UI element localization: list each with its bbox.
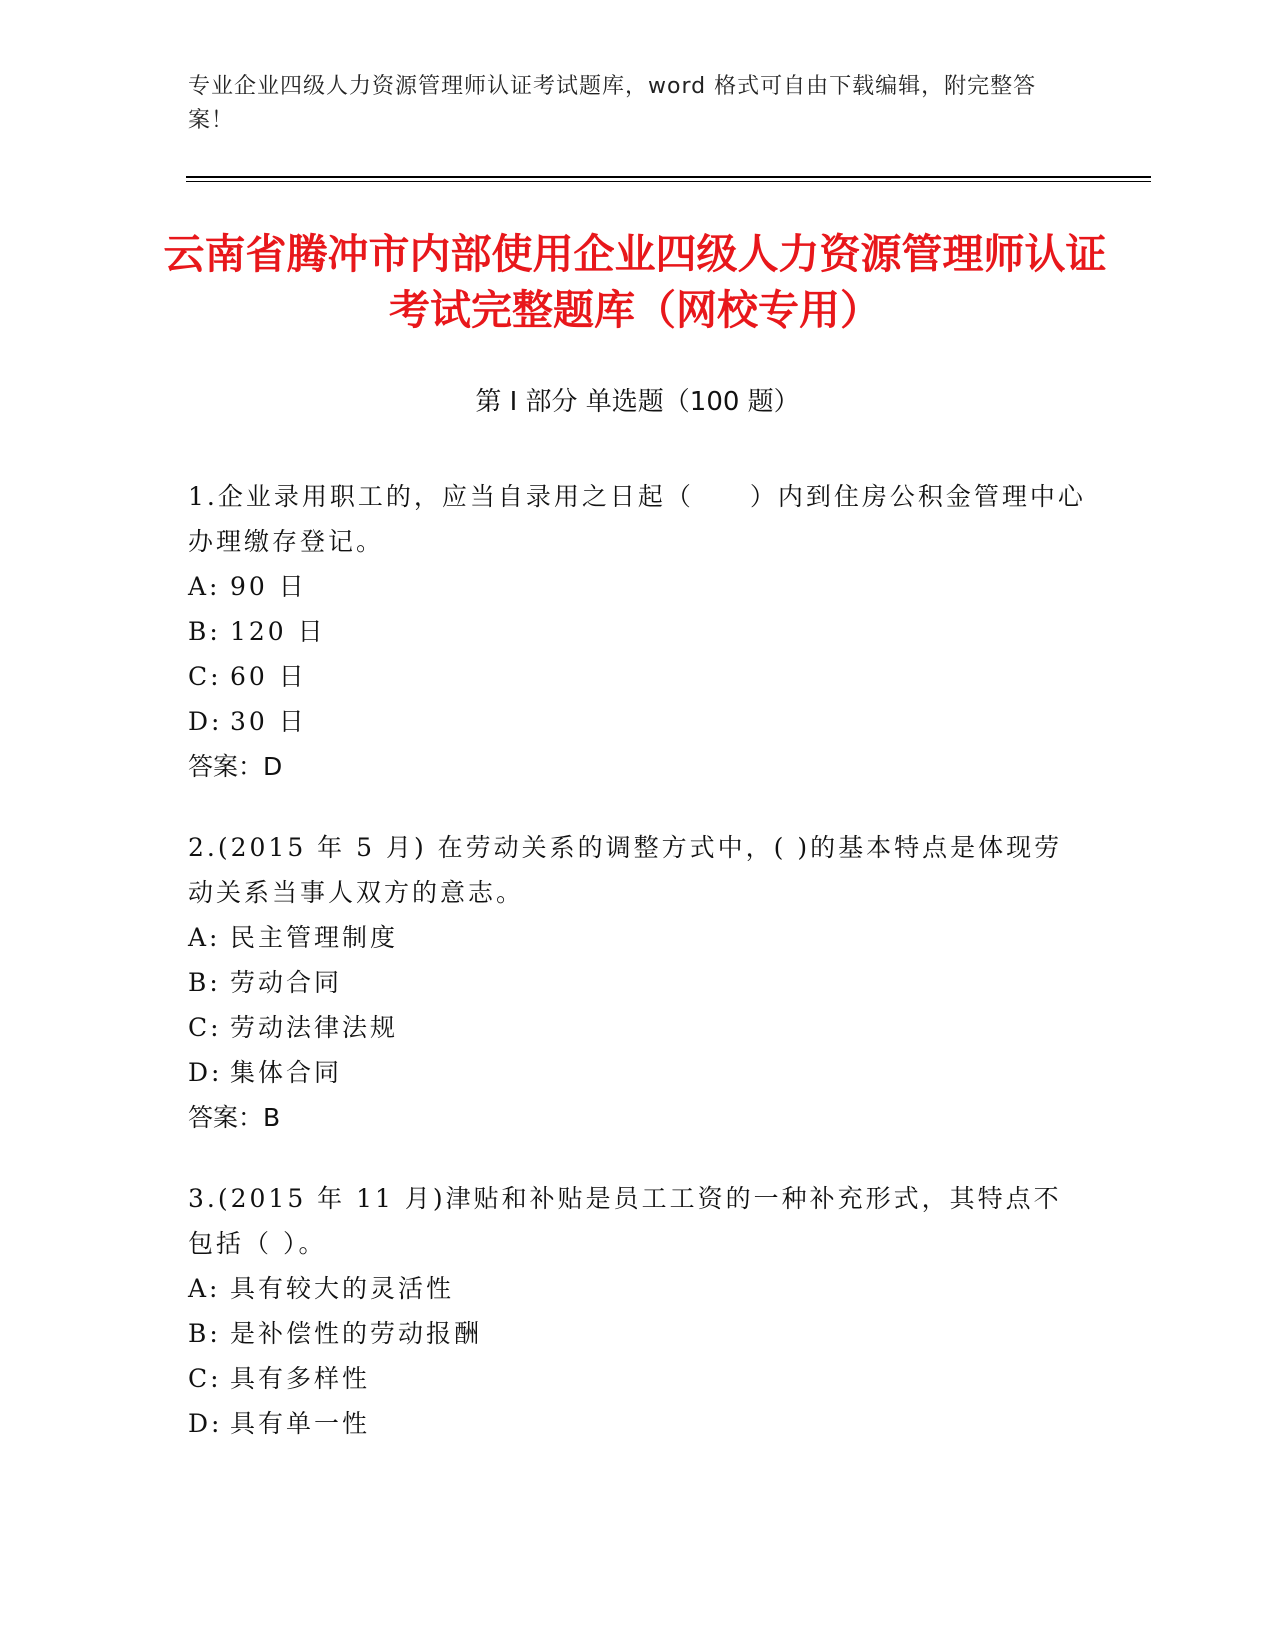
option-text: 劳动合同 bbox=[230, 968, 343, 997]
section-heading: 第 I 部分 单选题（100 题） bbox=[475, 387, 800, 417]
option-text: 90 日 bbox=[230, 572, 307, 601]
option-d bbox=[188, 699, 1088, 744]
answer-line: 答案：D bbox=[188, 752, 283, 781]
option-letter: C: bbox=[188, 1364, 222, 1393]
option-letter: D: bbox=[188, 707, 223, 736]
option-text: 具有较大的灵活性 bbox=[230, 1274, 455, 1303]
option-letter: A: bbox=[188, 572, 221, 601]
question-stem: 1.企业录用职工的，应当自录用之日起（ ）内到住房公积金管理中心办理缴存登记。 bbox=[188, 482, 1086, 556]
option-letter: B: bbox=[188, 1319, 221, 1348]
option-b bbox=[188, 960, 1088, 1005]
option-c bbox=[188, 654, 1088, 699]
option-text: 是补偿性的劳动报酬 bbox=[230, 1319, 483, 1348]
option-text: 120 日 bbox=[230, 617, 326, 646]
question-2 bbox=[188, 825, 1088, 1140]
option-c bbox=[188, 1005, 1088, 1050]
option-text: 具有单一性 bbox=[230, 1409, 371, 1438]
option-text: 具有多样性 bbox=[230, 1364, 371, 1393]
option-text: 60 日 bbox=[230, 662, 307, 691]
header-note: 专业企业四级人力资源管理师认证考试题库，word 格式可自由下载编辑，附完整答案！ bbox=[188, 74, 1037, 133]
document-title: 云南省腾冲市内部使用企业四级人力资源管理师认证考试完整题库（网校专用） bbox=[163, 230, 1107, 334]
option-c bbox=[188, 1356, 1088, 1401]
question-1 bbox=[188, 474, 1088, 789]
header-divider-thick bbox=[186, 176, 1151, 178]
option-letter: A: bbox=[188, 923, 221, 952]
question-3 bbox=[188, 1176, 1088, 1446]
option-letter: B: bbox=[188, 968, 221, 997]
option-d bbox=[188, 1050, 1088, 1095]
question-stem: 2.(2015 年 5 月) 在劳动关系的调整方式中，( )的基本特点是体现劳动关系当事人双方的意志。 bbox=[188, 833, 1063, 907]
option-a bbox=[188, 915, 1088, 960]
option-letter: D: bbox=[188, 1058, 223, 1087]
option-text: 30 日 bbox=[230, 707, 307, 736]
option-d bbox=[188, 1401, 1088, 1446]
option-text: 劳动法律法规 bbox=[230, 1013, 399, 1042]
option-text: 民主管理制度 bbox=[230, 923, 399, 952]
option-b bbox=[188, 1311, 1088, 1356]
header-divider-thin bbox=[186, 181, 1151, 182]
option-letter: D: bbox=[188, 1409, 223, 1438]
answer-line: 答案：B bbox=[188, 1103, 281, 1132]
option-letter: A: bbox=[188, 1274, 221, 1303]
option-text: 集体合同 bbox=[230, 1058, 343, 1087]
option-b bbox=[188, 609, 1088, 654]
option-letter: C: bbox=[188, 662, 222, 691]
option-a bbox=[188, 564, 1088, 609]
question-list bbox=[188, 474, 1088, 1482]
question-stem: 3.(2015 年 11 月)津贴和补贴是员工工资的一种补充形式，其特点不包括（ ）。 bbox=[188, 1184, 1062, 1258]
option-letter: B: bbox=[188, 617, 221, 646]
option-a bbox=[188, 1266, 1088, 1311]
option-letter: C: bbox=[188, 1013, 222, 1042]
